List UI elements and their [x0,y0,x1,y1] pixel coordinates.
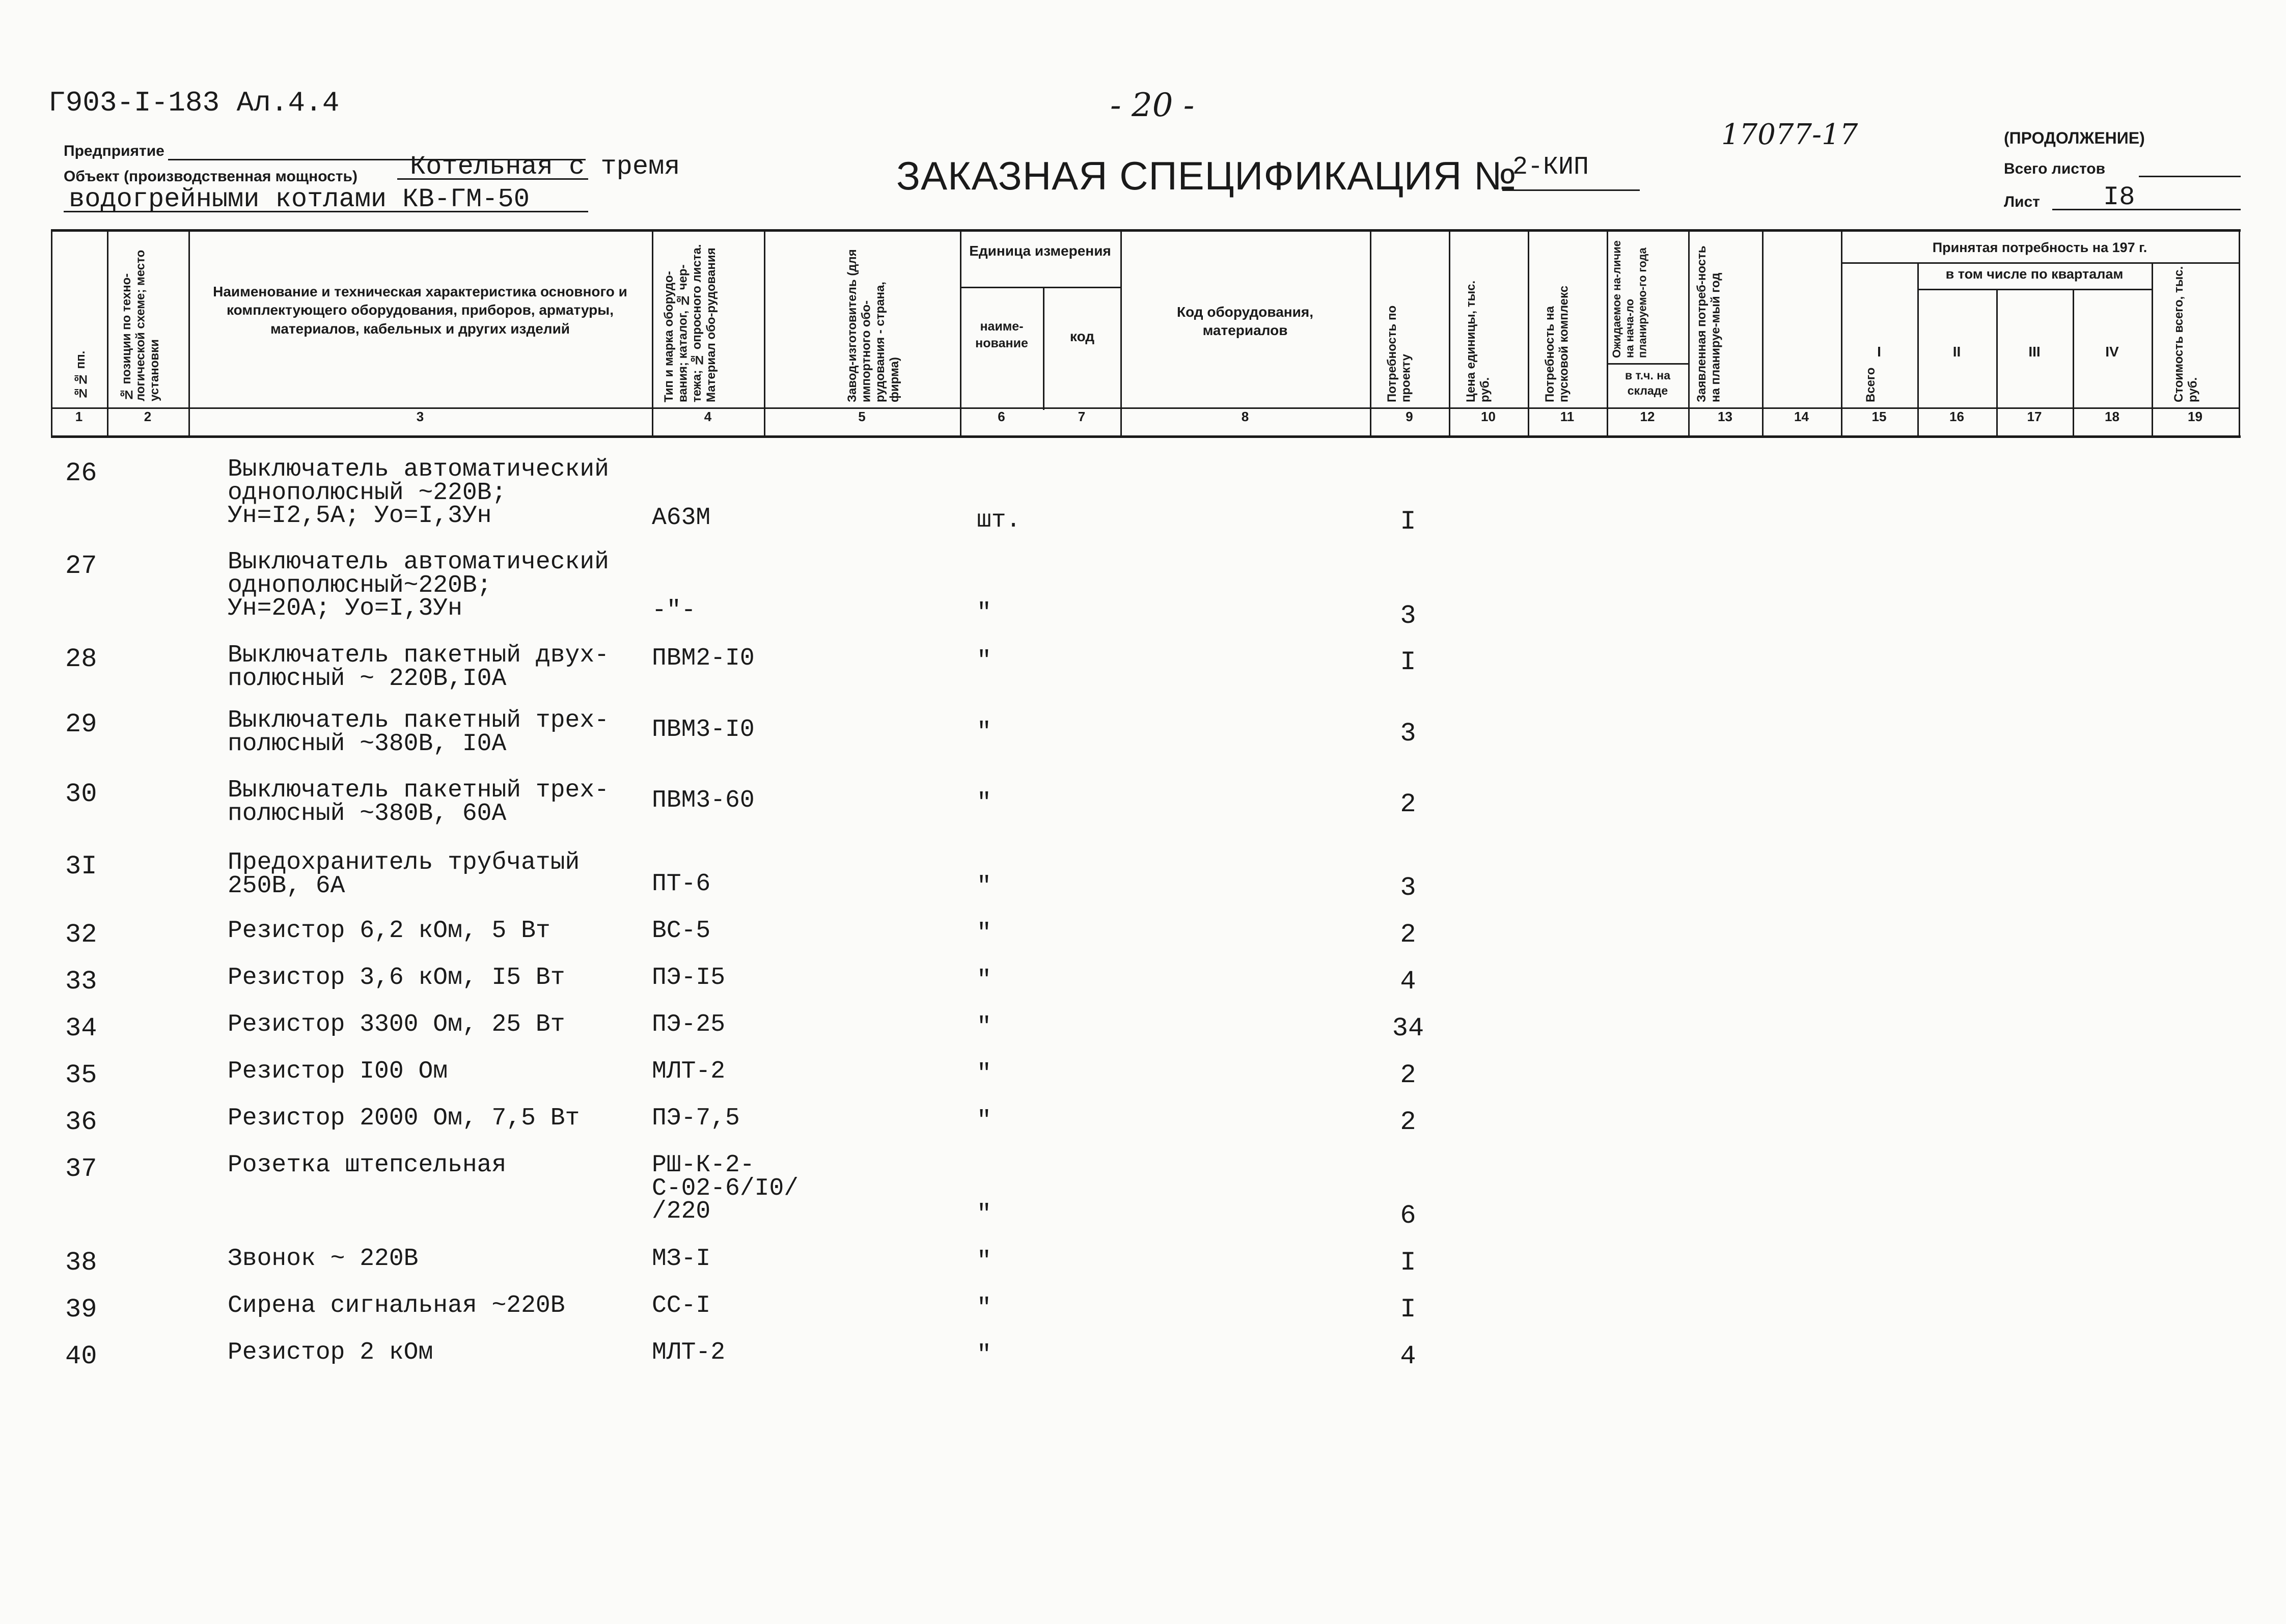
item-type: ПЭ-I5 [652,964,726,992]
item-type: МЛТ-2 [652,1339,726,1366]
item-unit: " [977,719,991,746]
row-number: 33 [65,967,97,997]
item-type: ВС-5 [652,917,711,945]
item-unit: " [977,599,991,627]
item-type: РШ-К-2- С-02-6/I0/ /220 [652,1151,799,1226]
item-quantity: 4 [1400,1341,1416,1371]
item-type: ПТ-6 [652,870,711,898]
item-type: -"- [652,597,696,624]
col-header-16: II [1952,344,1961,360]
item-quantity: 2 [1400,789,1416,819]
item-type: СС-I [652,1292,711,1319]
item-unit: " [977,1013,991,1041]
sheet-label: Лист [2004,194,2040,210]
item-name: Предохранитель трубчатый 250В, 6А [228,849,580,900]
col-number: 4 [704,409,712,424]
row-number: 34 [65,1013,97,1043]
col-header-7: код [1069,328,1095,344]
spec-table-header [51,229,2241,438]
col-header-8: Код оборудования, материалов [1176,304,1314,339]
item-quantity: 3 [1400,719,1416,749]
col-number: 15 [1871,409,1887,424]
item-unit: " [977,1295,991,1322]
item-name: Выключатель пакетный трех- полюсный ~380В, 60А [228,777,609,828]
object-value-line2: водогрейными котлами КВ-ГМ-50 [69,184,530,214]
row-number: 27 [65,551,97,581]
item-quantity: 2 [1400,1060,1416,1090]
col-number: 18 [2105,409,2119,424]
col-header-5: Завод-изготовитель (для импортного обо-рудования - страна, фирма) [845,249,901,402]
item-unit: " [977,873,991,900]
total-sheets-line [2139,176,2241,177]
col-number: 10 [1481,409,1496,424]
col-number: 6 [998,409,1005,424]
item-type: МЗ-I [652,1245,711,1273]
item-name: Резистор 2000 Ом, 7,5 Вт [228,1105,580,1132]
col-header-10: Цена единицы, тыс. руб. [1464,280,1492,402]
item-name: Резистор I00 Ом [228,1058,448,1085]
col-header-2: № позиции по техно-логической схеме; место установки [120,250,162,401]
item-quantity: 6 [1400,1201,1416,1231]
col-number: 7 [1078,409,1086,424]
row-number: 29 [65,709,97,739]
item-type: ПВМ2-I0 [652,645,755,672]
item-quantity: I [1400,647,1416,677]
enterprise-label: Предприятие [64,143,164,159]
registration-number: 17077-17 [1721,118,1858,151]
col-header-1: №№ пп. [74,350,88,400]
item-quantity: I [1400,1248,1416,1278]
item-name: Выключатель пакетный двух- полюсный ~ 220В,I0А [228,642,609,693]
col-number: 13 [1718,409,1732,424]
item-name: Розетка штепсельная [228,1151,507,1179]
item-unit: " [977,789,991,817]
item-unit: " [977,1248,991,1275]
object-line1 [397,178,588,180]
continuation-note: (ПРОДОЛЖЕНИЕ) [2004,129,2145,147]
row-number: 40 [65,1341,97,1371]
item-type: ПВМ3-60 [652,787,755,814]
item-quantity: 34 [1392,1013,1424,1043]
row-number: 3I [65,851,97,882]
col-number: 19 [2188,409,2202,424]
col-number: 12 [1640,409,1655,424]
item-type: ПЭ-25 [652,1011,726,1038]
col-number: 5 [858,409,866,424]
row-number: 35 [65,1060,97,1090]
item-type: МЛТ-2 [652,1058,726,1085]
item-name: Резистор 6,2 кОм, 5 Вт [228,917,550,945]
item-unit: " [977,1201,991,1228]
accepted-group-header: Принятая потребность на 197 г. [1932,240,2147,255]
object-label: Объект (производственная мощность) [64,168,357,185]
item-quantity: I [1400,1295,1416,1325]
col-header-14: Всего [1864,367,1878,402]
row-number: 38 [65,1248,97,1278]
item-unit: " [977,1060,991,1088]
row-number: 28 [65,644,97,674]
row-number: 30 [65,779,97,809]
spec-title: ЗАКАЗНАЯ СПЕЦИФИКАЦИЯ № [896,153,1517,198]
object-line2 [64,211,588,212]
total-sheets-label: Всего листов [2004,160,2106,177]
col-header-19: Стоимость всего, тыс. руб. [2172,266,2200,402]
col-number: 14 [1794,409,1809,424]
item-quantity: 4 [1400,967,1416,997]
spec-number-line [1502,189,1640,191]
item-type: ПВМ3-I0 [652,716,755,744]
col-header-6: наиме-нование [975,319,1028,350]
item-quantity: I [1400,507,1416,537]
item-type: ПЭ-7,5 [652,1105,740,1132]
row-number: 39 [65,1295,97,1325]
col-header-13: Заявленная потреб-ность на планируе-мый год [1695,245,1723,402]
item-name: Сирена сигнальная ~220В [228,1292,565,1319]
item-name: Выключатель автоматический однополюсный~220В; Ун=20А; Уо=I,3Ун [228,548,609,623]
col-header-17: III [2028,344,2041,360]
col-number: 11 [1560,409,1575,424]
col-header-12-top: Ожидаемое на-личие на нача-ло планируемо-го года [1610,240,1649,358]
row-number: 36 [65,1107,97,1137]
item-quantity: 2 [1400,920,1416,950]
col-number: 1 [75,409,83,424]
sheet-line [2052,209,2241,210]
item-name: Резистор 3,6 кОм, I5 Вт [228,964,565,992]
item-quantity: 3 [1400,601,1416,631]
page-number: - 20 - [1110,87,1195,124]
item-quantity: 3 [1400,873,1416,903]
col-number: 17 [2027,409,2042,424]
item-name: Звонок ~ 220В [228,1245,419,1273]
col-header-18: IV [2105,344,2119,360]
object-value-line1: Котельная с тремя [410,152,680,182]
col-number: 8 [1241,409,1249,424]
col-number: 2 [144,409,152,424]
col-header-9: Потребность по проекту [1385,305,1413,402]
sheet-value: I8 [2103,182,2135,212]
col-header-12-bottom: в т.ч. на складе [1625,369,1670,397]
col-number: 9 [1406,409,1413,424]
row-number: 32 [65,920,97,950]
item-unit: " [977,1341,991,1369]
row-number: 37 [65,1154,97,1184]
item-name: Выключатель пакетный трех- полюсный ~380В, I0А [228,707,609,758]
col-header-11: Потребность на пусковой комплекс [1543,285,1571,402]
item-unit: " [977,1107,991,1135]
col-number: 16 [1949,409,1964,424]
spec-number: 2-КИП [1512,153,1589,182]
item-quantity: 2 [1400,1107,1416,1137]
item-name: Выключатель автоматический однополюсный ~220В; Ун=I2,5А; Уо=I,3Ун [228,456,609,530]
item-unit: " [977,647,991,675]
item-unit: шт. [977,507,1021,534]
col-header-15: I [1877,344,1881,360]
quarters-group-header: в том числе по кварталам [1945,266,2124,282]
item-name: Резистор 3300 Ом, 25 Вт [228,1011,565,1038]
row-number: 26 [65,458,97,488]
col-header-4: Тип и марка оборудо-вания; каталог, № чер-тежа; № опросного листа. Материал обо-рудования [662,244,718,402]
item-unit: " [977,920,991,947]
item-unit: " [977,967,991,994]
item-name: Резистор 2 кОм [228,1339,433,1366]
col-header-3: Наименование и техническая характеристика основного и комплектующего оборудования, приборов, арматуры, материалов, кабельных и других изделий [213,284,627,337]
col-number: 3 [416,409,424,424]
unit-group-header: Единица измерения [969,243,1111,259]
item-type: А63М [652,504,711,532]
document-code: Г903-I-183 Ал.4.4 [48,87,340,119]
